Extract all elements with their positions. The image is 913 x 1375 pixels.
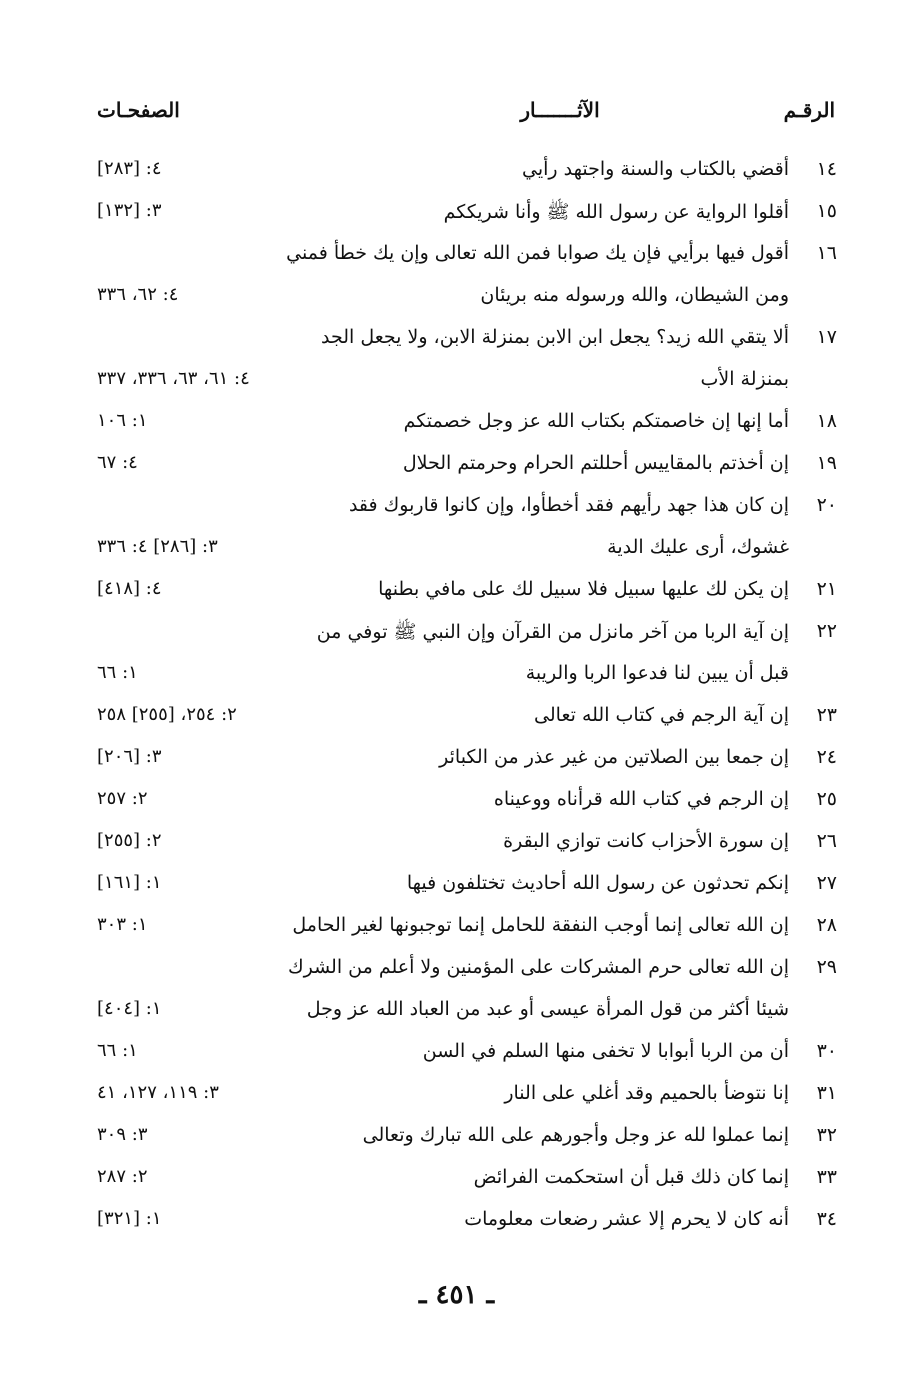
entry-page-refs: ٣: [٢٠٦] [97, 746, 162, 767]
entry-text-line: ومن الشيطان، والله ورسوله منه بريئان [480, 284, 789, 306]
entry-number: ٢٨ [816, 914, 837, 936]
entry-text-line: قبل أن يبين لنا فدعوا الربا والريبة [525, 662, 789, 684]
entry-page-refs: ١: ٦٦ [97, 662, 138, 683]
entry-number: ٢٥ [816, 788, 837, 810]
entry-page-refs: ١: ١٠٦ [97, 410, 148, 431]
entry-text-line: أن من الربا أبوابا لا تخفى منها السلم في السن [422, 1040, 789, 1062]
entry-text-line: إن يكن لك عليها سبيل فلا سبيل لك على مافي بطنها [378, 578, 789, 600]
column-header-pages: الصفحـات [97, 98, 180, 122]
entry-number: ٢٣ [816, 704, 837, 726]
entry-number: ١٦ [816, 242, 837, 264]
entry-page-refs: ٤: ٦٢، ٣٣٦ [97, 284, 179, 305]
entry-page-refs: ١: [٤٠٤] [97, 998, 162, 1019]
entry-number: ٣٤ [816, 1208, 837, 1230]
entry-text-line: إن آية الرجم في كتاب الله تعالى [534, 704, 789, 726]
entry-page-refs: ٣: ١١٩، ١٢٧، ٤١ [97, 1082, 219, 1103]
entry-page-refs: ٣: [١٣٢] [97, 200, 162, 221]
entry-text-line: أما إنها إن خاصمتكم بكتاب الله عز وجل خصمتكم [403, 410, 789, 432]
entry-page-refs: ١: ٦٦ [97, 1040, 138, 1061]
entry-page-refs: ٤: ٦١، ٦٣، ٣٣٦، ٣٣٧ [97, 368, 250, 389]
entry-page-refs: ٤: [٢٨٣] [97, 158, 162, 179]
entry-text-line: إن سورة الأحزاب كانت توازي البقرة [503, 830, 789, 852]
entry-page-refs: ٢: ٢٨٧ [97, 1166, 148, 1187]
entry-text-line: غشوك، أرى عليك الدية [607, 536, 789, 558]
entry-number: ١٨ [816, 410, 837, 432]
page-number: ـ ٤٥١ ـ [418, 1280, 495, 1310]
entry-text-line: إن الله تعالى حرم المشركات على المؤمنين ولا أعلم من الشرك [287, 956, 789, 978]
entry-text-line: إن أخذتم بالمقاييس أحللتم الحرام وحرمتم الحلال [402, 452, 789, 474]
entry-number: ٢٢ [816, 620, 837, 642]
entry-text-line: أقضي بالكتاب والسنة واجتهد رأيي [522, 158, 789, 180]
entry-number: ٢٠ [816, 494, 837, 516]
entry-number: ٣٣ [816, 1166, 837, 1188]
entry-page-refs: ١: [٣٢١] [97, 1208, 162, 1229]
entry-text-line: إن الرجم في كتاب الله قرأناه ووعيناه [493, 788, 789, 810]
entry-number: ١٥ [816, 200, 837, 222]
column-header-number: الرقـم [783, 98, 835, 122]
entry-text-line: إن كان هذا جهد رأيهم فقد أخطأوا، وإن كانوا قاربوك فقد [348, 494, 789, 516]
entry-number: ٢٤ [816, 746, 837, 768]
entry-number: ٢٦ [816, 830, 837, 852]
entry-text-line: بمنزلة الأب [700, 368, 789, 390]
entry-page-refs: ٢: ٢٥٤، [٢٥٥] ٢٥٨ [97, 704, 237, 725]
entry-number: ٣١ [816, 1082, 837, 1104]
entry-page-refs: ٣: [٢٨٦] ٤: ٣٣٦ [97, 536, 218, 557]
entry-number: ٢١ [816, 578, 837, 600]
entry-text-line: أقلوا الرواية عن رسول الله ﷺ وأنا شريككم [443, 201, 789, 223]
entry-number: ١٤ [816, 158, 837, 180]
entry-number: ٢٧ [816, 872, 837, 894]
entry-page-refs: ١: ٣٠٣ [97, 914, 148, 935]
entry-text-line: إنا نتوضأ بالحميم وقد أغلي على النار [504, 1082, 789, 1104]
entry-number: ١٩ [816, 452, 837, 474]
entry-number: ١٧ [816, 326, 837, 348]
entry-page-refs: ٢: ٢٥٧ [97, 788, 148, 809]
entry-text-line: إنكم تحدثون عن رسول الله أحاديث تختلفون فيها [406, 872, 789, 894]
column-header-traditions: الآثـــــــار [520, 98, 600, 122]
entry-text-line: إن آية الربا من آخر مانزل من القرآن وإن النبي ﷺ توفي من [316, 621, 789, 643]
entry-page-refs: ٣: ٣٠٩ [97, 1124, 148, 1145]
entry-text-line: شيئا أكثر من قول المرأة عيسى أو عبد من العباد الله عز وجل [306, 998, 789, 1020]
entry-text-line: إنما عملوا لله عز وجل وأجورهم على الله تبارك وتعالى [362, 1124, 789, 1146]
entry-number: ٣٠ [816, 1040, 837, 1062]
entry-page-refs: ٤: ٦٧ [97, 452, 138, 473]
entry-number: ٣٢ [816, 1124, 837, 1146]
entry-page-refs: ٤: [٤١٨] [97, 578, 162, 599]
entry-number: ٢٩ [816, 956, 837, 978]
entry-text-line: إن الله تعالى إنما أوجب النفقة للحامل إنما توجبونها لغير الحامل [292, 914, 789, 936]
entry-page-refs: ٢: [٢٥٥] [97, 830, 162, 851]
entry-text-line: ألا يتقي الله زيد؟ يجعل ابن الابن بمنزلة الابن، ولا يجعل الجد [321, 326, 789, 348]
entry-text-line: إنما كان ذلك قبل أن استحكمت الفرائض [473, 1166, 789, 1188]
entry-text-line: أقول فيها برأيي فإن يك صوابا فمن الله تعالى وإن يك خطأ فمني [286, 242, 789, 264]
entry-page-refs: ١: [١٦١] [97, 872, 162, 893]
entry-text-line: أنه كان لا يحرم إلا عشر رضعات معلومات [464, 1208, 789, 1230]
entry-text-line: إن جمعا بين الصلاتين من غير عذر من الكبائر [439, 746, 789, 768]
